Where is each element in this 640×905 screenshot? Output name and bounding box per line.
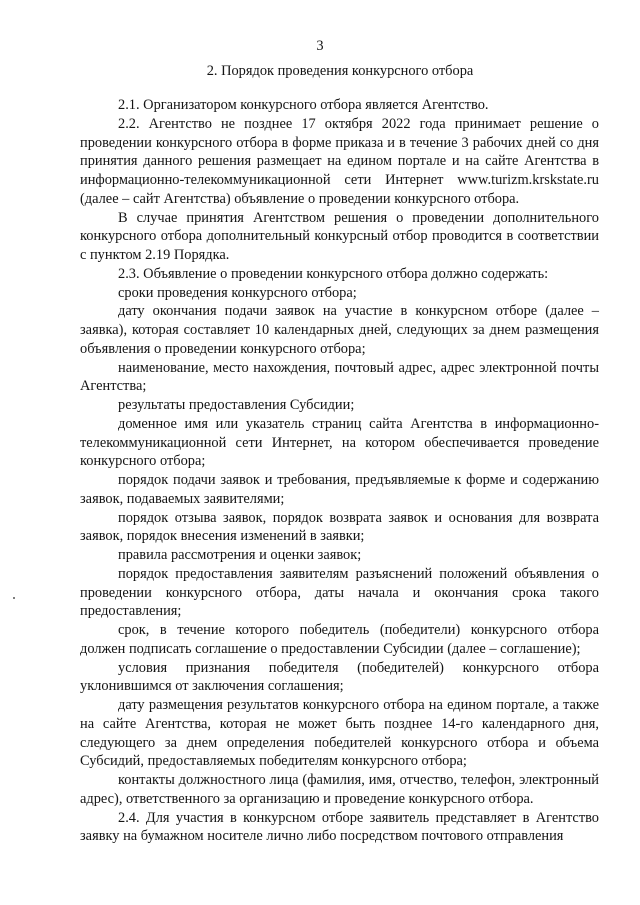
document-body [80,96,599,846]
list-item-agency-contacts: наименование, место нахождения, почтовый адрес, адрес электронной почты Агентства; [80,359,599,395]
list-item-domain-name: доменное имя или указатель страниц сайта Агентства в информационно-телекоммуникационной сети Интернет, на котором обеспечивается проведение конкурсного отбора; [80,415,599,470]
paragraph-2-4: 2.4. Для участия в конкурсном отборе заявитель представляет в Агентство заявку на бумажном носителе лично либо посредством почтового отправления [80,809,599,845]
paragraph-2-1: 2.1. Организатором конкурсного отбора является Агентство. [118,97,489,113]
list-item-results-publication: дату размещения результатов конкурсного отбора на едином портале, а также на сайте Агентства, которая не может быть позднее 14-го календарного дня, следующего за днем определения победителей конкурсного отбора и объема Субсидий, предоставляемых победителям конкурсного отбора; [80,697,599,770]
list-item-official-contacts: контакты должностного лица (фамилия, имя, отчество, телефон, электронный адрес), ответственного за организацию и проведение конкурсного отбора. [80,772,599,807]
section-heading: 2. Порядок проведения конкурсного отбора [206,63,474,79]
scan-speck [13,597,15,599]
paragraph-additional-selection: В случае принятия Агентством решения о проведении дополнительного конкурсного отбора дополнительный конкурсный отбор проводится в соответствии с пунктом 2.19 Порядка. [80,209,599,263]
page-number: 3 [316,38,324,54]
list-item-signing-term: срок, в течение которого победитель (победители) конкурсного отбора должен подписать соглашение о предоставлении Субсидии (далее – соглашение); [80,622,599,657]
list-item-application-withdrawal: порядок отзыва заявок, порядок возврата заявок и основания для возврата заявок, порядок внесения изменений в заявки; [80,509,599,545]
paragraph-2-3: 2.3. Объявление о проведении конкурсного отбора должно содержать: [118,265,549,282]
list-item-evaluation-rules: правила рассмотрения и оценки заявок; [118,547,362,563]
list-item-clarifications: порядок предоставления заявителям разъяснений положений объявления о проведении конкурсного отбора, даты начала и окончания срока такого предоставления; [80,565,599,620]
list-item-results: результаты предоставления Субсидии; [118,397,355,413]
list-item-deadline: дату окончания подачи заявок на участие в конкурсном отборе (далее – заявка), которая составляет 10 календарных дней, следующих за днем размещения объявления о проведении конкурсного отбора; [80,303,599,357]
paragraph-2-2: 2.2. Агентство не позднее 17 октября 2022 года принимает решение о проведении конкурсного отбора в форме приказа и в течение 3 рабочих дней со дня принятия данного решения размещает на едином портале и на сайте Агентства в информационно-телекоммуникационной сети Интернет www.turizm.krskstate.ru (далее – сайт Агентства) объявление о проведении конкурсного отбора. [80,115,599,207]
list-item-application-requirements: порядок подачи заявок и требования, предъявляемые к форме и содержанию заявок, подаваемых заявителями; [80,472,599,507]
list-item-terms: сроки проведения конкурсного отбора; [118,284,357,301]
list-item-evasion-conditions: условия признания победителя (победителей) конкурсного отбора уклонившимся от заключения соглашения; [80,659,599,695]
